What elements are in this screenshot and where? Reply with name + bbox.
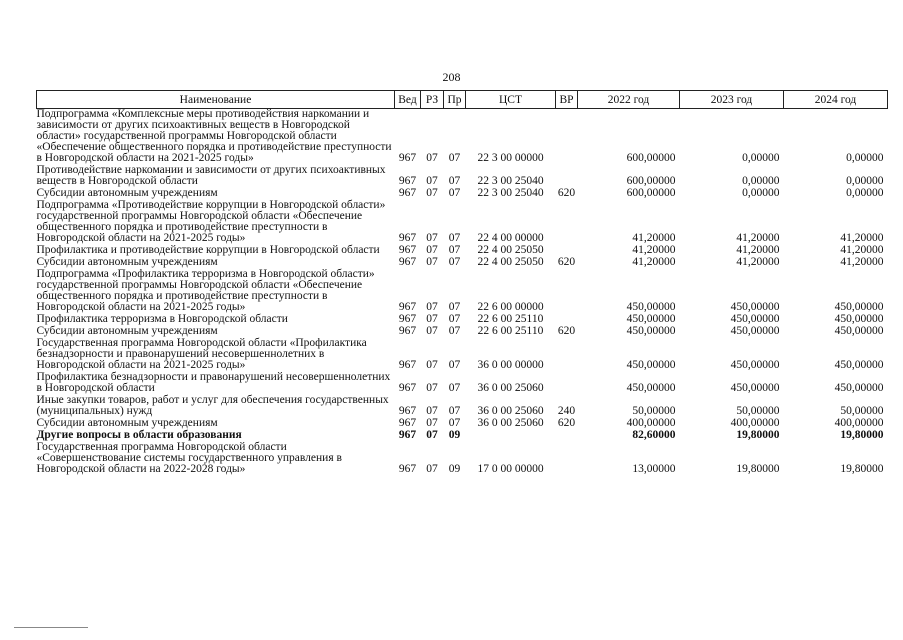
cell-2024: 41,20000 xyxy=(840,256,884,268)
cell-rz: 07 xyxy=(426,244,438,256)
cell-vr xyxy=(556,338,578,372)
cell-pr: 07 xyxy=(448,232,461,244)
cell-name: Иные закупки товаров, работ и услуг для обеспечения государственных (муниципальных) нужд xyxy=(36,394,389,417)
cell-vr: 620 xyxy=(557,256,576,268)
cell-2024: 400,00000 xyxy=(834,417,884,429)
header-vr: ВР xyxy=(556,91,578,109)
cell-2022: 13,00000 xyxy=(632,463,676,475)
footer-rule xyxy=(14,627,88,628)
cell-2022: 41,20000 xyxy=(632,232,676,244)
cell-rz: 07 xyxy=(426,463,438,475)
cell-ved: 967 xyxy=(398,405,417,417)
cell-2024: 450,00000 xyxy=(834,313,884,325)
cell-pr: 07 xyxy=(448,405,461,417)
table-row xyxy=(37,442,888,476)
cell-cst: 22 4 00 25050 xyxy=(477,244,544,256)
cell-name: Профилактика терроризма в Новгородской области xyxy=(36,313,288,325)
cell-vr xyxy=(556,442,578,476)
cell-vr xyxy=(556,372,578,395)
cell-cst: 36 0 00 00000 xyxy=(477,359,544,371)
cell-name: Субсидии автономным учреждениям xyxy=(36,256,218,268)
cell-ved: 967 xyxy=(398,417,417,429)
cell-ved: 967 xyxy=(398,232,417,244)
cell-2024: 41,20000 xyxy=(840,244,884,256)
cell-2024: 450,00000 xyxy=(834,359,884,371)
cell-pr: 07 xyxy=(448,301,461,313)
cell-2022: 450,00000 xyxy=(626,325,676,337)
cell-name: Профилактика и противодействие коррупции в Новгородской области xyxy=(36,244,380,256)
cell-cst: 17 0 00 00000 xyxy=(477,463,544,475)
cell-2024: 0,00000 xyxy=(846,175,884,187)
cell-2024: 0,00000 xyxy=(846,152,884,164)
cell-2024: 450,00000 xyxy=(834,382,884,394)
cell-pr: 09 xyxy=(448,463,461,475)
cell-rz: 07 xyxy=(426,152,438,164)
cell-vr: 240 xyxy=(557,405,576,417)
cell-2023: 450,00000 xyxy=(730,325,780,337)
cell-pr: 07 xyxy=(448,152,461,164)
cell-2023: 400,00000 xyxy=(730,417,780,429)
header-2022: 2022 год xyxy=(578,91,680,109)
cell-vr xyxy=(556,269,578,314)
table-body xyxy=(37,109,888,477)
cell-rz: 07 xyxy=(426,405,438,417)
cell-ved: 967 xyxy=(398,187,417,199)
table-row xyxy=(37,200,888,245)
cell-vr xyxy=(556,200,578,245)
cell-2023: 0,00000 xyxy=(742,175,780,187)
cell-2022: 41,20000 xyxy=(632,244,676,256)
cell-cst: 22 6 00 00000 xyxy=(477,301,544,313)
cell-ved: 967 xyxy=(398,429,417,441)
cell-2023: 450,00000 xyxy=(730,382,780,394)
cell-pr: 07 xyxy=(448,417,461,429)
cell-rz: 07 xyxy=(426,429,438,441)
cell-ved: 967 xyxy=(398,325,417,337)
cell-2022: 450,00000 xyxy=(626,313,676,325)
cell-2022: 600,00000 xyxy=(626,152,676,164)
table-row xyxy=(37,338,888,372)
cell-name: Государственная программа Новгородской области «Профилактика безнадзорности и правонарушений несовершеннолетних в Новгородской области на 2021-2025 годы» xyxy=(36,337,367,371)
cell-rz: 07 xyxy=(426,382,438,394)
cell-2024: 19,80000 xyxy=(840,463,884,475)
cell-2024: 450,00000 xyxy=(834,301,884,313)
header-2024: 2024 год xyxy=(784,91,888,109)
cell-ved: 967 xyxy=(398,152,417,164)
cell-cst: 22 4 00 25050 xyxy=(477,256,544,268)
cell-pr: 07 xyxy=(448,325,461,337)
cell-name: Противодействие наркомании и зависимости от других психоактивных веществ в Новгородской области xyxy=(36,164,386,187)
page-number: 208 xyxy=(442,70,461,84)
table-row xyxy=(37,109,888,166)
cell-2023: 41,20000 xyxy=(736,256,780,268)
header-pr: Пр xyxy=(444,91,466,109)
cell-pr: 07 xyxy=(448,175,461,187)
cell-2023: 41,20000 xyxy=(736,232,780,244)
table-row xyxy=(37,372,888,395)
cell-2023: 0,00000 xyxy=(742,187,780,199)
cell-pr: 07 xyxy=(448,359,461,371)
cell-pr: 07 xyxy=(448,244,461,256)
cell-pr: 07 xyxy=(448,313,461,325)
cell-2024: 0,00000 xyxy=(846,187,884,199)
cell-rz: 07 xyxy=(426,325,438,337)
cell-2022: 450,00000 xyxy=(626,359,676,371)
cell-cst: 22 3 00 25040 xyxy=(477,175,544,187)
cell-2023: 450,00000 xyxy=(730,313,780,325)
cell-cst: 22 3 00 00000 xyxy=(477,152,544,164)
cell-ved: 967 xyxy=(398,313,417,325)
header-ved: Вед xyxy=(395,91,421,109)
table-header-row xyxy=(37,91,888,109)
cell-cst: 22 4 00 00000 xyxy=(477,232,544,244)
cell-vr xyxy=(556,430,578,442)
cell-2024: 41,20000 xyxy=(840,232,884,244)
cell-2022: 600,00000 xyxy=(626,187,676,199)
budget-table xyxy=(36,90,888,476)
cell-vr: 620 xyxy=(557,187,576,199)
cell-2022: 82,60000 xyxy=(632,429,676,441)
cell-ved: 967 xyxy=(398,463,417,475)
cell-vr: 620 xyxy=(557,417,576,429)
cell-pr: 09 xyxy=(448,429,461,441)
cell-pr: 07 xyxy=(448,187,461,199)
cell-2022: 450,00000 xyxy=(626,382,676,394)
cell-cst: 22 6 00 25110 xyxy=(477,313,544,325)
table-row xyxy=(37,165,888,188)
cell-2022: 50,00000 xyxy=(632,405,676,417)
cell-ved: 967 xyxy=(398,256,417,268)
cell-2023: 0,00000 xyxy=(742,152,780,164)
cell-2023: 450,00000 xyxy=(730,301,780,313)
cell-rz: 07 xyxy=(426,417,438,429)
cell-name: Профилактика безнадзорности и правонарушений несовершеннолетних в Новгородской области xyxy=(36,371,391,394)
cell-2023: 19,80000 xyxy=(736,429,780,441)
cell-cst: 22 6 00 25110 xyxy=(477,325,544,337)
cell-vr xyxy=(556,165,578,188)
cell-cst: 36 0 00 25060 xyxy=(477,405,544,417)
cell-2022: 450,00000 xyxy=(626,301,676,313)
cell-name: Подпрограмма «Противодействие коррупции в Новгородской области» государственной программы Новгородской области «Обеспечение общественного порядка и противодействие преступности в Новгородской области на 2021-2025 годы» xyxy=(36,199,386,244)
cell-pr: 07 xyxy=(448,382,461,394)
cell-cst: 36 0 00 25060 xyxy=(477,417,544,429)
table-row xyxy=(37,269,888,314)
cell-rz: 07 xyxy=(426,187,438,199)
cell-pr: 07 xyxy=(448,256,461,268)
cell-name: Субсидии автономным учреждениям xyxy=(36,187,218,199)
cell-ved: 967 xyxy=(398,359,417,371)
header-rz: РЗ xyxy=(421,91,444,109)
cell-rz: 07 xyxy=(426,175,438,187)
cell-name: Субсидии автономным учреждениям xyxy=(36,417,218,429)
cell-name: Подпрограмма «Комплексные меры противодействия наркомании и зависимости от других психоактивных веществ в Новгородской области» государственной программы Новгородской области «Обеспечение общественного порядка и противодействие преступности в Новгородской области на 2021-2025 годы» xyxy=(36,108,392,164)
cell-name: Другие вопросы в области образования xyxy=(36,429,242,441)
cell-2024: 19,80000 xyxy=(840,429,884,441)
table-row xyxy=(37,395,888,418)
header-2023: 2023 год xyxy=(680,91,784,109)
cell-rz: 07 xyxy=(426,313,438,325)
cell-ved: 967 xyxy=(398,175,417,187)
cell-name: Подпрограмма «Профилактика терроризма в Новгородской области» государственной программы Новгородской области «Обеспечение общественного порядка и противодействие преступности в Новгородской области на 2021-2025 годы» xyxy=(36,268,375,313)
cell-name: Субсидии автономным учреждениям xyxy=(36,325,218,337)
cell-rz: 07 xyxy=(426,232,438,244)
cell-vr: 620 xyxy=(557,325,576,337)
cell-vr xyxy=(556,109,578,166)
cell-cst: 22 3 00 25040 xyxy=(477,187,544,199)
cell-ved: 967 xyxy=(398,244,417,256)
header-cst: ЦСТ xyxy=(466,91,556,109)
cell-2024: 450,00000 xyxy=(834,325,884,337)
cell-ved: 967 xyxy=(398,382,417,394)
cell-2023: 450,00000 xyxy=(730,359,780,371)
cell-cst: 36 0 00 25060 xyxy=(477,382,544,394)
cell-rz: 07 xyxy=(426,301,438,313)
cell-2022: 41,20000 xyxy=(632,256,676,268)
cell-name: Государственная программа Новгородской области «Совершенствование системы государственного управления в Новгородской области на 2022-2028 годы» xyxy=(36,441,342,475)
cell-ved: 967 xyxy=(398,301,417,313)
cell-2023: 19,80000 xyxy=(736,463,780,475)
cell-rz: 07 xyxy=(426,256,438,268)
cell-2023: 41,20000 xyxy=(736,244,780,256)
cell-cst xyxy=(466,430,556,442)
cell-2022: 400,00000 xyxy=(626,417,676,429)
header-name: Наименование xyxy=(37,91,395,109)
cell-2022: 600,00000 xyxy=(626,175,676,187)
cell-rz: 07 xyxy=(426,359,438,371)
cell-2024: 50,00000 xyxy=(840,405,884,417)
cell-2023: 50,00000 xyxy=(736,405,780,417)
